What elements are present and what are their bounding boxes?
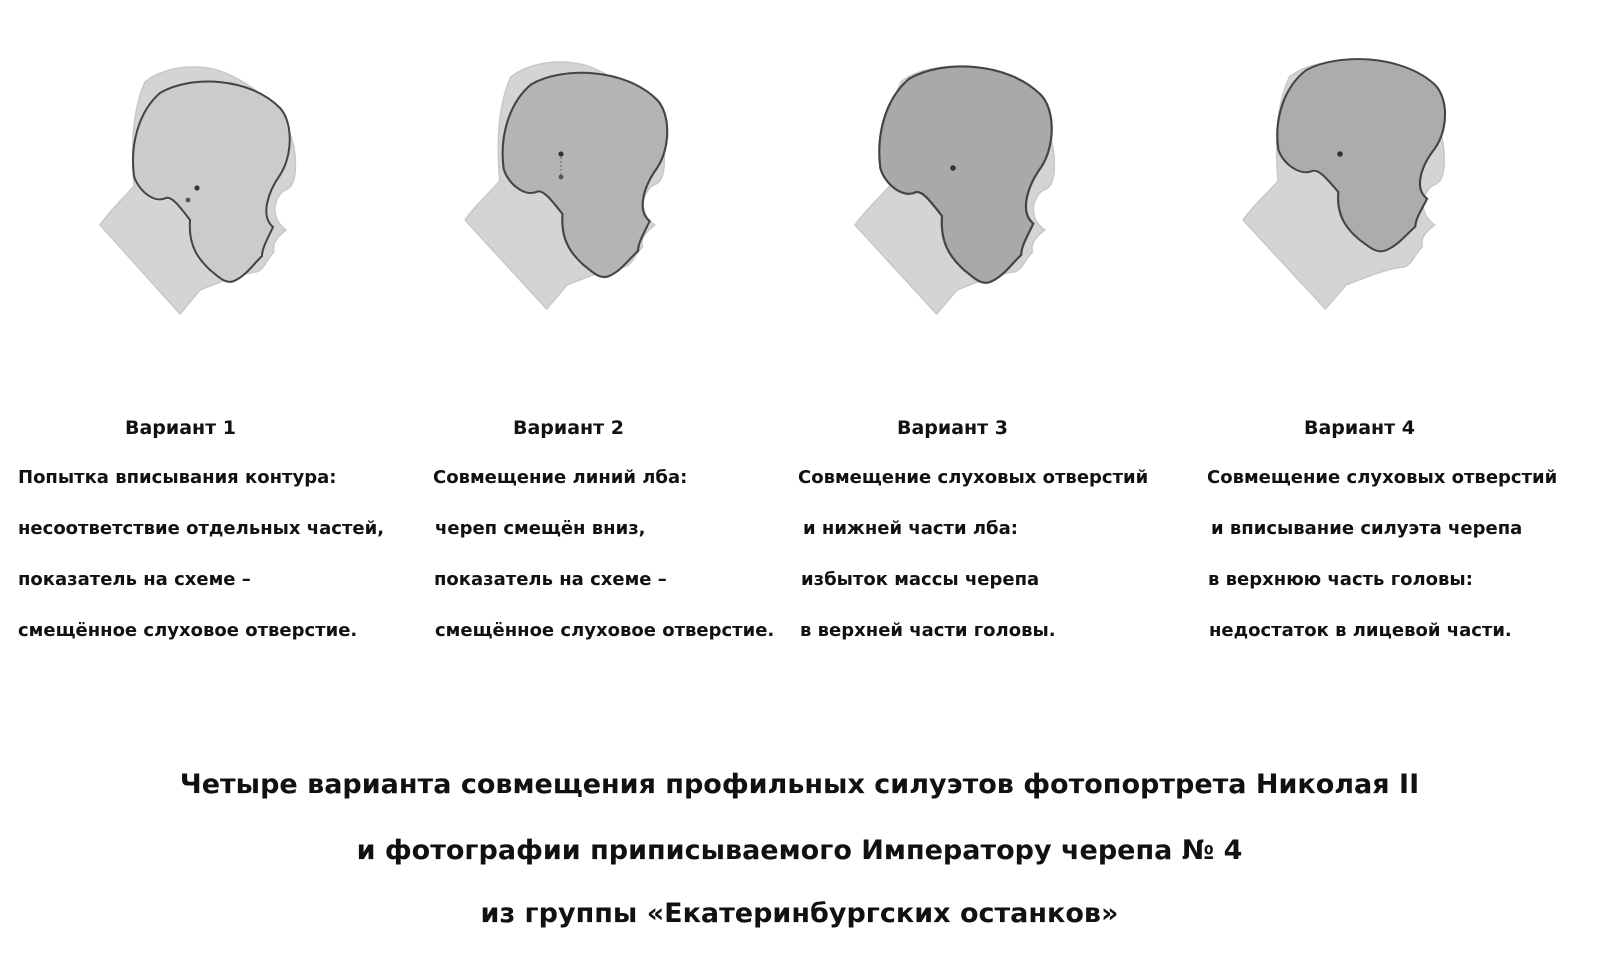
variant-title: Вариант 4: [1304, 417, 1416, 439]
silhouette-variant-2: [363, 20, 743, 320]
variant-4-description: [1207, 416, 1587, 670]
silhouette-variant-3: [753, 20, 1133, 320]
variant-text-line: избыток массы черепа: [801, 569, 1040, 590]
variant-text-line: недостаток в лицевой части.: [1209, 620, 1512, 641]
silhouette-variant-4: [1140, 20, 1520, 320]
variant-text-line: и нижней части лба:: [803, 518, 1018, 539]
variant-text-line: смещённое слуховое отверстие.: [18, 620, 358, 641]
variant-text-line: смещённое слуховое отверстие.: [435, 620, 775, 641]
variant-text-line: показатель на схеме –: [18, 569, 251, 590]
variant-title: Вариант 3: [897, 417, 1009, 439]
variant-text-line: Совмещение слуховых отверстий: [798, 467, 1149, 488]
variant-title: Вариант 1: [125, 417, 237, 439]
ear-hole-marker: [950, 165, 956, 171]
variant-text-line: Совмещение слуховых отверстий: [1207, 467, 1558, 488]
caption-line-2: и фотографии приписываемого Императору черепа № 4: [356, 835, 1243, 866]
variant-text-line: Попытка вписывания контура:: [18, 467, 337, 488]
variant-text-line: в верхнюю часть головы:: [1208, 569, 1473, 590]
ear-hole-marker-offset: [186, 198, 191, 203]
variant-3-description: [798, 416, 1178, 670]
variant-text-line: череп смещён вниз,: [435, 518, 646, 539]
variant-2-description: [433, 416, 813, 670]
ear-hole-marker: [558, 151, 563, 156]
variant-title: Вариант 2: [513, 417, 625, 439]
variant-text-line: и вписывание силуэта черепа: [1211, 518, 1523, 539]
variant-1-description: [18, 416, 398, 670]
variant-text-line: показатель на схеме –: [434, 569, 667, 590]
ear-hole-marker-offset: [559, 175, 564, 180]
variant-text-line: в верхней части головы.: [800, 620, 1056, 641]
ear-hole-marker: [194, 185, 199, 190]
variant-text-line: Совмещение линий лба:: [433, 467, 688, 488]
variant-text-line: несоответствие отдельных частей,: [18, 518, 385, 539]
silhouette-variant-1: [0, 20, 380, 320]
ear-hole-marker: [1337, 151, 1343, 157]
caption-line-3: из группы «Екатеринбургских останков»: [480, 898, 1119, 929]
caption-line-1: Четыре варианта совмещения профильных силуэтов фотопортрета Николая II: [179, 769, 1420, 800]
